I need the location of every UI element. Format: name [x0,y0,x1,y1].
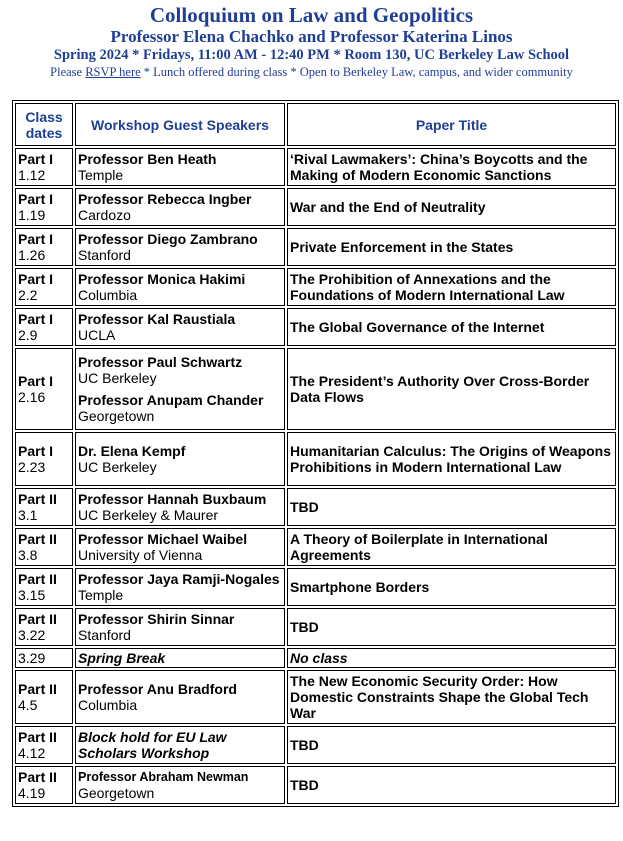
date-label: 2.9 [18,327,38,343]
speaker-name: Block hold for EU Law Scholars Workshop [78,729,227,761]
document-header [0,0,623,80]
paper-title: Humanitarian Calculus: The Origins of Weapons Prohibitions in Modern International Law [287,432,616,486]
speaker-name: Professor Paul Schwartz [78,354,243,370]
table-row [15,528,616,566]
part-label: Part II [18,769,57,785]
speaker-cell [75,568,285,606]
date-cell [15,608,73,646]
part-label: Part II [18,729,57,745]
date-cell [15,268,73,306]
speaker-name: Professor Diego Zambrano [78,231,258,247]
date-label: 2.2 [18,287,38,303]
schedule-table [12,100,619,807]
speaker-cell [75,228,285,266]
paper-title: TBD [287,488,616,526]
part-label: Part II [18,491,57,507]
speaker-institution: University of Vienna [78,547,203,563]
date-cell [15,648,73,668]
part-label: Part I [18,191,54,207]
part-label: Part II [18,571,57,587]
part-label: Part II [18,531,57,547]
speaker-name-2: Professor Anupam Chander [78,392,264,408]
date-label: 3.29 [18,650,46,666]
table-row [15,188,616,226]
date-label: 3.1 [18,507,38,523]
part-label: Part I [18,271,54,287]
date-cell [15,766,73,804]
header-speakers: Workshop Guest Speakers [75,103,285,146]
table-row [15,726,616,764]
date-cell [15,488,73,526]
date-cell [15,188,73,226]
speaker-name: Professor Michael Waibel [78,531,248,547]
speaker-institution: Stanford [78,247,131,263]
speaker-institution: UCLA [78,327,116,343]
date-label: 3.8 [18,547,38,563]
paper-title: War and the End of Neutrality [287,188,616,226]
speaker-name: Professor Anu Bradford [78,681,237,697]
speaker-institution: Columbia [78,287,138,303]
paper-title: The New Economic Security Order: How Domestic Constraints Shape the Global Tech War [287,670,616,724]
speaker-name: Professor Abraham Newman [78,770,249,784]
paper-title: No class [287,648,616,668]
table-header-row [15,103,616,146]
paper-title: The Prohibition of Annexations and the Foundations of Modern International Law [287,268,616,306]
speaker-institution: UC Berkeley [78,459,157,475]
paper-title: TBD [287,766,616,804]
speaker-institution: UC Berkeley & Maurer [78,507,219,523]
info-line [0,64,623,80]
date-label: 1.19 [18,207,46,223]
part-label: Part I [18,151,54,167]
table-row [15,608,616,646]
speaker-cell [75,488,285,526]
speaker-name: Spring Break [78,650,166,666]
date-label: 4.5 [18,697,38,713]
date-label: 3.15 [18,587,46,603]
speaker-cell [75,766,285,804]
date-cell [15,432,73,486]
date-cell [15,348,73,430]
speaker-name: Professor Jaya Ramji-Nogales [78,571,280,587]
speaker-institution: UC Berkeley [78,370,157,386]
table-row [15,308,616,346]
professors-line: Professor Elena Chachko and Professor Katerina Linos [110,27,513,46]
table-row [15,488,616,526]
table-row [15,766,616,804]
paper-title: A Theory of Boilerplate in International Agreements [287,528,616,566]
paper-title: Private Enforcement in the States [287,228,616,266]
info-rest: * Lunch offered during class * Open to Berkeley Law, campus, and wider community [140,65,573,79]
part-label: Part I [18,443,54,459]
paper-title: TBD [287,726,616,764]
table-row [15,348,616,430]
table-row [15,432,616,486]
paper-title: The President’s Authority Over Cross-Border Data Flows [287,348,616,430]
speaker-institution: Georgetown [78,785,155,801]
speaker-name: Dr. Elena Kempf [78,443,186,459]
date-label: 1.26 [18,247,46,263]
header-paper-title: Paper Title [287,103,616,146]
speaker-institution-2: Georgetown [78,408,155,424]
speaker-institution: Columbia [78,697,138,713]
schedule-line: Spring 2024 * Fridays, 11:00 AM - 12:40 PM * Room 130, UC Berkeley Law School [53,47,570,63]
speaker-name: Professor Ben Heath [78,151,217,167]
speaker-cell [75,528,285,566]
speaker-cell [75,432,285,486]
table-row [15,268,616,306]
paper-title: ‘Rival Lawmakers’: China’s Boycotts and the Making of Modern Economic Sanctions [287,148,616,186]
part-label: Part I [18,311,54,327]
part-label: Part II [18,611,57,627]
part-label: Part I [18,373,54,389]
date-cell [15,726,73,764]
date-label: 2.16 [18,389,46,405]
date-cell [15,568,73,606]
page-title: Colloquium on Law and Geopolitics [149,3,474,27]
speaker-cell [75,670,285,724]
table-row [15,228,616,266]
speaker-cell [75,726,285,764]
table-row [15,148,616,186]
speaker-cell [75,148,285,186]
date-label: 4.12 [18,745,46,761]
date-label: 4.19 [18,785,46,801]
paper-title: Smartphone Borders [287,568,616,606]
date-cell [15,148,73,186]
part-label: Part II [18,681,57,697]
speaker-institution: Temple [78,587,124,603]
speaker-name: Professor Kal Raustiala [78,311,236,327]
table-row [15,568,616,606]
date-label: 1.12 [18,167,46,183]
speaker-cell [75,648,285,668]
date-cell [15,670,73,724]
speaker-institution: Cardozo [78,207,131,223]
speaker-cell [75,608,285,646]
speaker-name: Professor Hannah Buxbaum [78,491,267,507]
date-cell [15,308,73,346]
speaker-cell [75,308,285,346]
paper-title: The Global Governance of the Internet [287,308,616,346]
speaker-institution: Stanford [78,627,131,643]
table-row [15,648,616,668]
speaker-cell [75,268,285,306]
header-class-dates: Class dates [15,103,73,146]
date-label: 3.22 [18,627,46,643]
table-row [15,670,616,724]
speaker-institution: Temple [78,167,124,183]
speaker-name: Professor Shirin Sinnar [78,611,235,627]
speaker-name: Professor Rebecca Ingber [78,191,252,207]
please-text: Please [50,65,86,79]
speaker-name: Professor Monica Hakimi [78,271,246,287]
part-label: Part I [18,231,54,247]
date-label: 2.23 [18,459,46,475]
paper-title: TBD [287,608,616,646]
date-cell [15,528,73,566]
date-cell [15,228,73,266]
speaker-cell [75,348,285,430]
speaker-cell [75,188,285,226]
rsvp-link[interactable]: RSVP here [85,65,141,79]
